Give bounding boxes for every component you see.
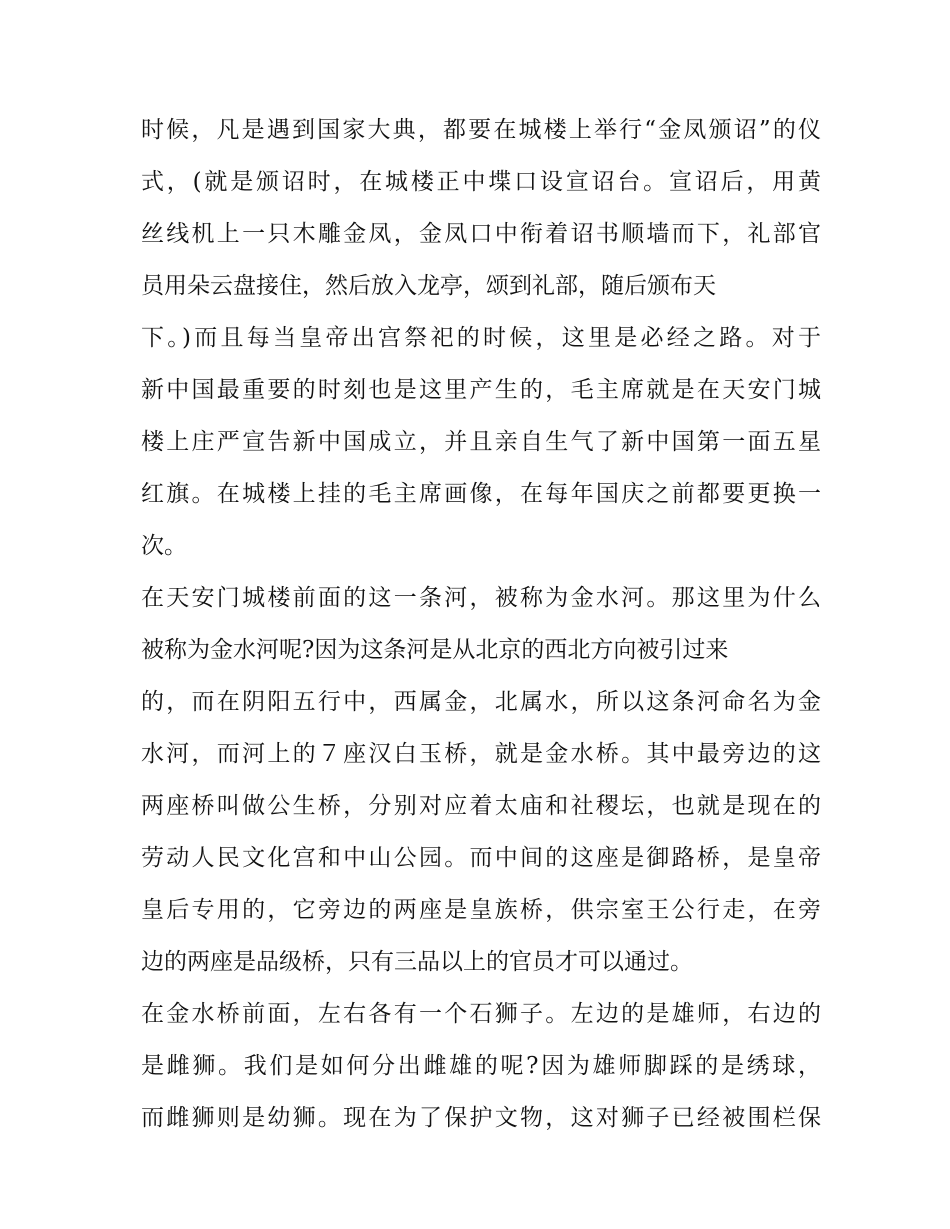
- text-line: 楼上庄严宣告新中国成立，并且亲自生气了新中国第一面五星: [141, 429, 821, 455]
- text-line: 在天安门城楼前面的这一条河，被称为金水河。那这里为什么: [141, 585, 821, 611]
- text-line: 是雌狮。我们是如何分出雌雄的呢?因为雄师脚踩的是绣球，: [141, 1053, 821, 1079]
- text-line: 下。)而且每当皇帝出宫祭祀的时候，这里是必经之路。对于: [141, 325, 821, 351]
- text-line: 边的两座是品级桥，只有三品以上的官员才可以通过。: [141, 949, 693, 975]
- text-line: 皇后专用的，它旁边的两座是皇族桥，供宗室王公行走，在旁: [141, 897, 821, 923]
- text-line: 劳动人民文化宫和中山公园。而中间的这座是御路桥，是皇帝: [141, 845, 821, 871]
- paragraph-tiananmen-rostrum: [141, 104, 821, 572]
- text-line: 的，而在阴阳五行中，西属金，北属水，所以这条河命名为金: [141, 689, 821, 715]
- document-body: [141, 104, 821, 1144]
- text-line: 两座桥叫做公生桥，分别对应着太庙和社稷坛，也就是现在的: [141, 793, 821, 819]
- text-line: 新中国最重要的时刻也是这里产生的，毛主席就是在天安门城: [141, 377, 821, 403]
- text-line: 在金水桥前面，左右各有一个石狮子。左边的是雄师，右边的: [141, 1001, 821, 1027]
- text-line: 次。: [141, 533, 187, 559]
- text-line: 员用朵云盘接住，然后放入龙亭，颂到礼部，随后颁布天: [141, 273, 716, 299]
- paragraph-stone-lions: [141, 988, 821, 1144]
- text-line: 水河，而河上的７座汉白玉桥，就是金水桥。其中最旁边的这: [141, 741, 821, 767]
- text-line: 而雌狮则是幼狮。现在为了保护文物，这对狮子已经被围栏保: [141, 1105, 821, 1131]
- text-line: 丝线机上一只木雕金凤，金凤口中衔着诏书顺墙而下，礼部官: [141, 221, 821, 247]
- paragraph-golden-water-river: [141, 572, 821, 988]
- text-line: 被称为金水河呢?因为这条河是从北京的西北方向被引过来: [141, 637, 729, 663]
- text-line: 时候，凡是遇到国家大典，都要在城楼上举行“金凤颁诏”的仪: [141, 117, 821, 143]
- text-line: 红旗。在城楼上挂的毛主席画像，在每年国庆之前都要更换一: [141, 481, 821, 507]
- text-line: 式，(就是颁诏时，在城楼正中堞口设宣诏台。宣诏后，用黄: [141, 169, 821, 195]
